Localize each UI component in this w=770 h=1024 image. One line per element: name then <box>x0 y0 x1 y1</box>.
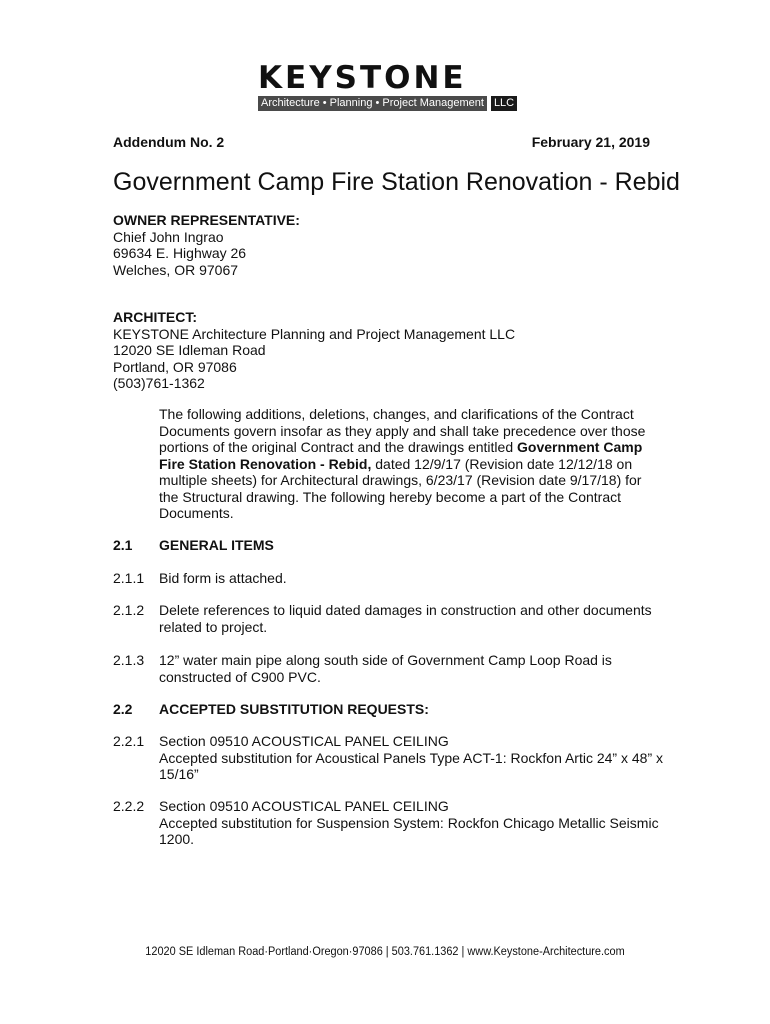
section-line: Accepted substitution for Acoustical Panels Type ACT-1: Rockfon Artic 24” x 48” x 15/16” <box>159 749 663 782</box>
logo-llc: LLC <box>491 96 517 111</box>
architect-line: 12020 SE Idleman Road <box>113 342 266 358</box>
section-title: ACCEPTED SUBSTITUTION REQUESTS: <box>159 701 429 717</box>
section-item <box>113 733 673 783</box>
owner-line: Welches, OR 97067 <box>113 261 239 278</box>
logo-tagline-bar <box>258 96 515 111</box>
owner-line: Chief John Ingrao <box>113 228 224 245</box>
section-text: Bid form is attached. <box>159 570 287 586</box>
section-heading <box>113 701 658 718</box>
owner-line: 69634 E. Highway 26 <box>113 245 247 261</box>
architect-line: (503)761-1362 <box>113 375 205 391</box>
architect-block <box>113 309 515 392</box>
section-item <box>113 652 633 685</box>
intro-project-name: Government Camp Fire Station Renovation - Rebid, <box>159 439 643 472</box>
section-line: Accepted substitution for Suspension System: Rockfon Chicago Metallic Seismic 1200. <box>159 814 659 847</box>
section-number: 2.1 <box>113 537 133 553</box>
owner-label: OWNER REPRESENTATIVE: <box>113 212 300 228</box>
intro-paragraph <box>159 406 651 522</box>
intro-text: The following additions, deletions, changes, and clarifications of the Contract Documents govern insofar as they apply and shall take precedence over those portions of the original Contract and the drawings entitled <box>159 406 646 455</box>
section-number: 2.1.2 <box>113 602 145 618</box>
document-title: Government Camp Fire Station Renovation - Rebid <box>113 168 680 196</box>
section-item <box>113 798 673 848</box>
architect-line: Portland, OR 97086 <box>113 358 237 375</box>
addendum-header <box>113 134 650 150</box>
section-text: 12” water main pipe along south side of Government Camp Loop Road is constructed of C900 PVC. <box>159 652 612 685</box>
section-text: Delete references to liquid dated damages in construction and other documents related to project. <box>159 602 652 635</box>
section-number: 2.2.2 <box>113 798 145 814</box>
section-title: GENERAL ITEMS <box>159 537 274 553</box>
architect-label: ARCHITECT: <box>113 309 197 325</box>
keystone-logo <box>258 60 515 111</box>
section-number: 2.1.3 <box>113 652 145 668</box>
addendum-date: February 21, 2019 <box>531 134 650 150</box>
page-footer: 12020 SE Idleman Road·Portland·Oregon·97086 | 503.761.1362 | www.Keystone-Architecture.com <box>145 946 625 958</box>
section-item <box>113 570 658 587</box>
addendum-number: Addendum No. 2 <box>113 134 225 150</box>
section-number: 2.2.1 <box>113 733 145 749</box>
section-item <box>113 602 673 635</box>
owner-representative-block <box>113 212 300 278</box>
logo-wordmark: KEYSTONE <box>258 60 467 96</box>
section-line: Section 09510 ACOUSTICAL PANEL CEILING <box>159 733 449 749</box>
architect-line: KEYSTONE Architecture Planning and Project Management LLC <box>113 325 516 342</box>
section-line: Section 09510 ACOUSTICAL PANEL CEILING <box>159 798 449 814</box>
logo-tagline: Architecture • Planning • Project Management <box>258 96 487 111</box>
section-number: 2.2 <box>113 701 133 717</box>
section-heading <box>113 537 658 554</box>
intro-text-end: dated 12/9/17 (Revision date 12/12/18 on multiple sheets) for Architectural drawings, 6/23/17 (Revision date 9/17/18) for the Structural drawing. The following hereby become a part of the Contract Documents. <box>159 455 642 521</box>
section-number: 2.1.1 <box>113 570 145 586</box>
